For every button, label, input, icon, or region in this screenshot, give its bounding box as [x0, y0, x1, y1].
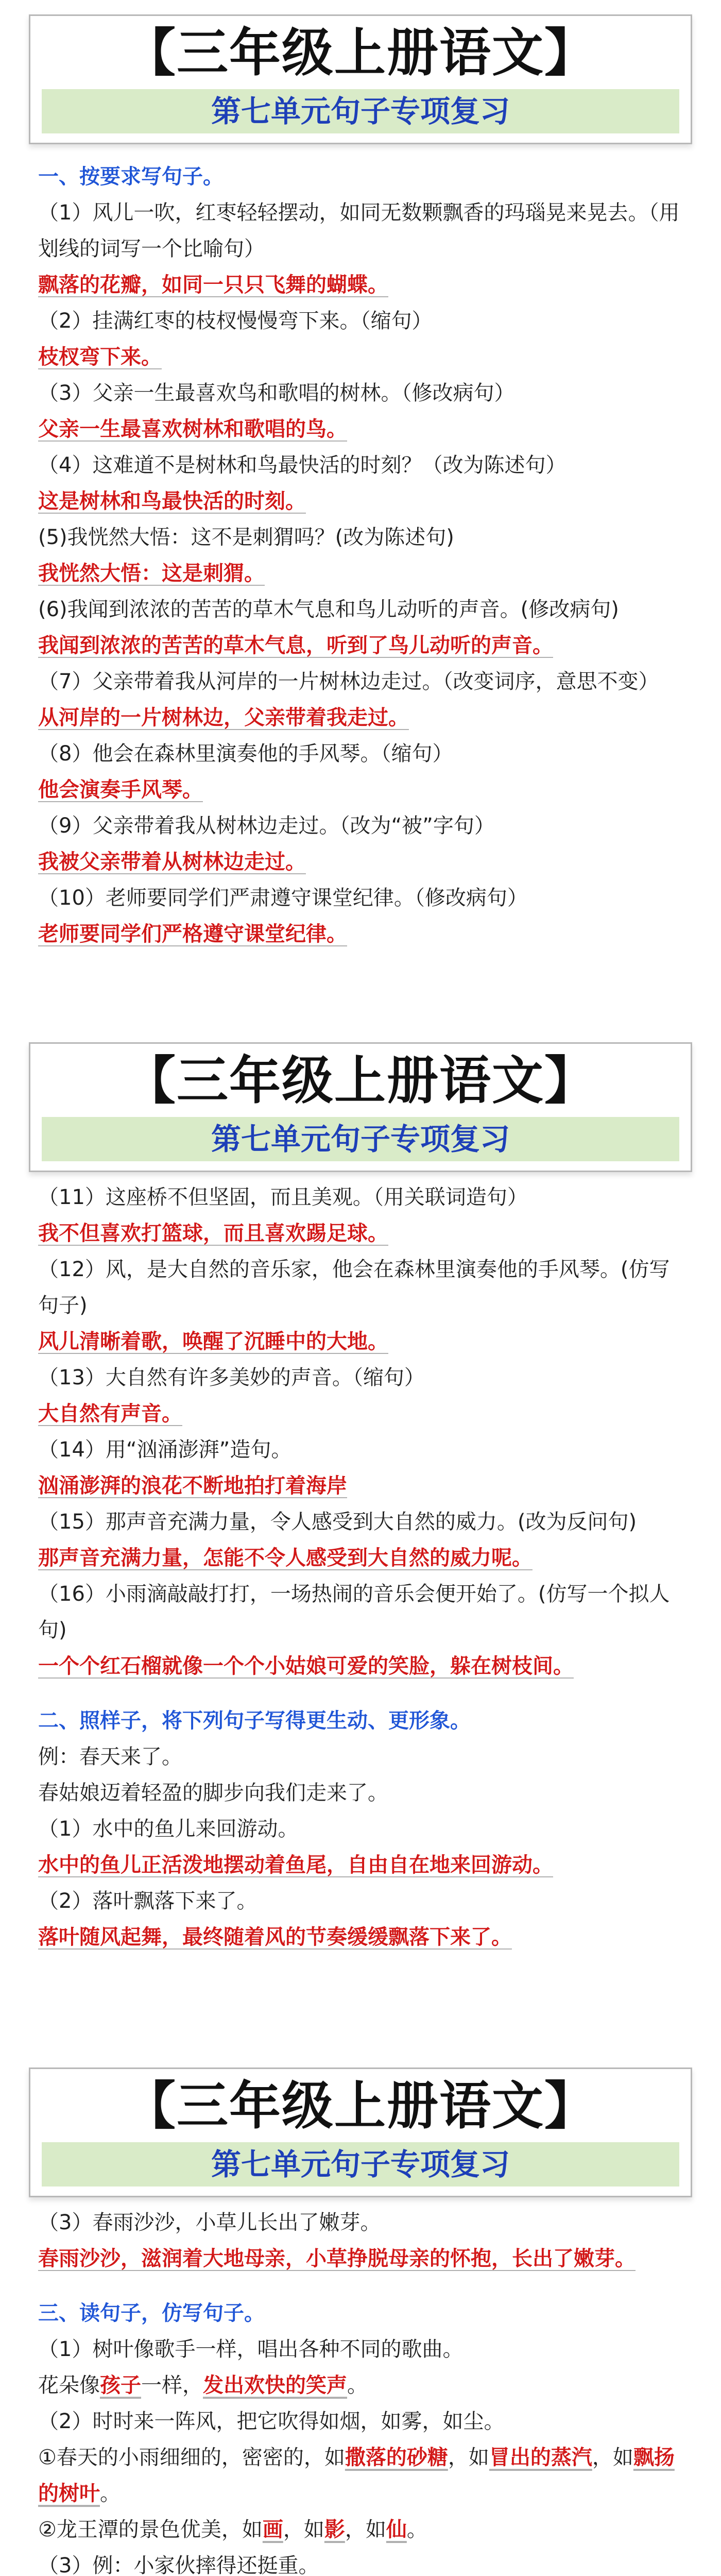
answer-fill: 发出欢快的笑声 — [203, 2374, 347, 2397]
question-line: （4）这难道不是树林和鸟最快活的时刻？（改为陈述句） — [38, 453, 566, 477]
question-line: （2）挂满红枣的枝杈慢慢弯下来。（缩句） — [38, 309, 433, 333]
answer-line: 这是树林和鸟最快活的时刻。 — [38, 489, 306, 513]
answer-fill: 画 — [262, 2518, 283, 2541]
question-line: （15）那声音充满力量，令人感受到大自然的威力。(改为反问句) — [38, 1510, 637, 1534]
prompt-fragment: ①春天的小雨细细的，密密的，如 — [38, 2446, 345, 2469]
answer-line: 风儿清晰着歌，唤醒了沉睡中的大地。 — [38, 1330, 388, 1353]
answer-line — [38, 2512, 683, 2548]
review-card-1 — [0, 0, 721, 1014]
header-banner — [29, 1042, 692, 1172]
header-banner — [29, 2067, 692, 2197]
question-line: （14）用“汹涌澎湃”造句。 — [38, 1438, 292, 1462]
answer-line: 落叶随风起舞，最终随着风的节奏缓缓飘落下来了。 — [38, 1925, 512, 1949]
question-line: （10）老师要同学们严肃遵守课堂纪律。（修改病句） — [38, 886, 528, 910]
question-line: （9）父亲带着我从树林边走过。（改为“被”字句） — [38, 814, 495, 838]
answer-line: 老师要同学们严格遵守课堂纪律。 — [38, 922, 347, 946]
answer-fill: 影 — [324, 2518, 345, 2541]
answer-line: 枝杈弯下来。 — [38, 345, 162, 369]
prompt-fragment: 。 — [347, 2374, 368, 2397]
question-line: （2）落叶飘落下来了。 — [38, 1889, 258, 1913]
prompt-fragment: ，如 — [283, 2518, 324, 2541]
answer-line: 一个个红石榴就像一个个小姑娘可爱的笑脸，躲在树枝间。 — [38, 1654, 574, 1678]
prompt-fragment: ，如 — [592, 2446, 633, 2469]
question-line: 春姑娘迈着轻盈的脚步向我们走来了。 — [38, 1781, 388, 1805]
question-line: （3）春雨沙沙，小草儿长出了嫩芽。 — [38, 2211, 381, 2234]
answer-line — [38, 2439, 683, 2512]
review-card-2 — [0, 1028, 721, 2040]
answer-line: 他会演奏手风琴。 — [38, 778, 203, 802]
review-card-3 — [0, 2053, 721, 2576]
answer-line — [38, 2367, 683, 2403]
prompt-fragment: ，如 — [345, 2518, 386, 2541]
answer-fill: 撒落的砂糖 — [345, 2446, 448, 2469]
prompt-fragment: ，如 — [448, 2446, 489, 2469]
question-line: （8）他会在森林里演奏他的手风琴。（缩句） — [38, 742, 453, 766]
spacer — [38, 2277, 683, 2288]
page-title: 【三年级上册语文】 — [124, 22, 597, 83]
section-heading: 三、读句子，仿写句子。 — [38, 2301, 265, 2325]
answer-fill: 冒出的蒸汽 — [489, 2446, 592, 2469]
answer-line: 我不但喜欢打篮球，而且喜欢踢足球。 — [38, 1222, 388, 1245]
prompt-fragment: 。 — [100, 2482, 121, 2505]
question-line: 例：春天来了。 — [38, 1745, 182, 1769]
question-line: （3）父亲一生最喜欢鸟和歌唱的树林。（修改病句） — [38, 381, 515, 405]
answer-line: 春雨沙沙，滋润着大地母亲，小草挣脱母亲的怀抱，长出了嫩芽。 — [38, 2247, 636, 2270]
question-line: （11）这座桥不但坚固，而且美观。（用关联词造句） — [38, 1185, 528, 1209]
card-content — [29, 144, 692, 952]
question-line: (5)我恍然大悟：这不是刺猬吗？(改为陈述句) — [38, 526, 454, 549]
answer-line: 水中的鱼儿正活泼地摆动着鱼尾，自由自在地来回游动。 — [38, 1853, 553, 1877]
question-line: （1）风儿一吹，红枣轻轻摆动，如同无数颗飘香的玛瑙晃来晃去。（用划线的词写一个比喻句） — [38, 201, 680, 261]
section-heading: 二、照样子，将下列句子写得更生动、更形象。 — [38, 1709, 471, 1733]
question-line: （1）树叶像歌手一样，唱出各种不同的歌曲。 — [38, 2337, 464, 2361]
unit-subtitle: 第七单元句子专项复习 — [42, 2142, 679, 2187]
page-title: 【三年级上册语文】 — [124, 2075, 597, 2136]
page-title: 【三年级上册语文】 — [124, 1050, 597, 1111]
question-line: （7）父亲带着我从河岸的一片树林边走过。（改变词序，意思不变） — [38, 670, 659, 693]
answer-fill: 孩子 — [100, 2374, 141, 2397]
spacer — [38, 1684, 683, 1696]
question-line: （1）水中的鱼儿来回游动。 — [38, 1817, 299, 1841]
question-line: (6)我闻到浓浓的苦苦的草木气息和鸟儿动听的声音。(修改病句) — [38, 598, 619, 621]
question-line: （3）例：小家伙摔得还挺重。 — [38, 2554, 319, 2576]
question-line: （12）风，是大自然的音乐家，他会在森林里演奏他的手风琴。(仿写句子) — [38, 1258, 670, 1317]
answer-line: 我被父亲带着从树林边走过。 — [38, 850, 306, 874]
unit-subtitle: 第七单元句子专项复习 — [42, 89, 679, 133]
header-banner — [29, 14, 692, 144]
answer-line: 从河岸的一片树林边，父亲带着我走过。 — [38, 706, 409, 730]
prompt-fragment: ②龙王潭的景色优美，如 — [38, 2518, 263, 2541]
answer-fill: 飘扬的树叶 — [38, 2446, 675, 2505]
answer-line: 飘落的花瓣，如同一只只飞舞的蝴蝶。 — [38, 273, 388, 297]
answer-line: 大自然有声音。 — [38, 1402, 182, 1426]
question-line: （13）大自然有许多美妙的声音。（缩句） — [38, 1366, 425, 1389]
answer-fill: 仙 — [386, 2518, 407, 2541]
card-content — [29, 1172, 692, 1955]
prompt-fragment: 一样， — [141, 2374, 203, 2397]
answer-line: 那声音充满力量，怎能不令人感受到大自然的威力呢。 — [38, 1546, 533, 1570]
card-content — [29, 2197, 692, 2576]
answer-line: 汹涌澎湃的浪花不断地拍打着海岸 — [38, 1474, 347, 1498]
answer-line: 我恍然大悟：这是刺猬。 — [38, 562, 265, 585]
question-line: （16）小雨滴敲敲打打，一场热闹的音乐会便开始了。(仿写一个拟人句) — [38, 1582, 670, 1642]
prompt-fragment: 。 — [406, 2518, 427, 2541]
question-line: （2）时时来一阵风，把它吹得如烟，如雾，如尘。 — [38, 2410, 505, 2433]
section-heading: 一、按要求写句子。 — [38, 165, 224, 189]
answer-line: 父亲一生最喜欢树林和歌唱的鸟。 — [38, 417, 347, 441]
answer-line: 我闻到浓浓的苦苦的草木气息，听到了鸟儿动听的声音。 — [38, 634, 553, 657]
prompt-fragment: 花朵像 — [38, 2374, 100, 2397]
unit-subtitle: 第七单元句子专项复习 — [42, 1117, 679, 1161]
